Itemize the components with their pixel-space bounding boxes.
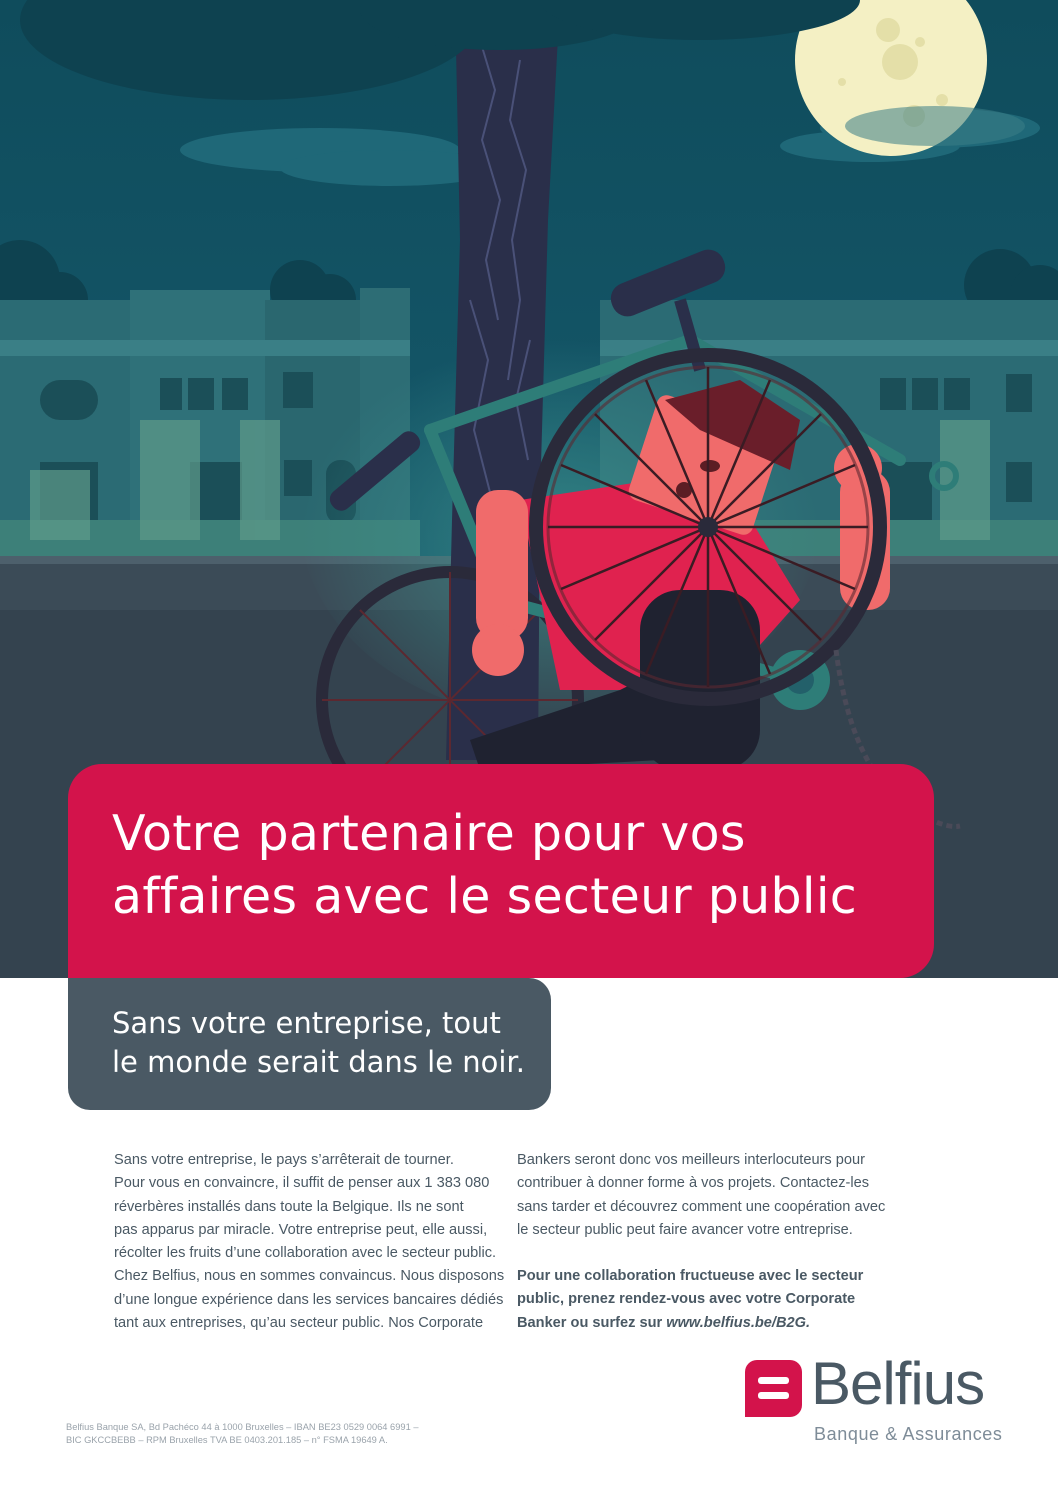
cta-line-text: Banker ou surfez sur: [517, 1314, 667, 1331]
body-line: sans tarder et découvrez comment une coopération avec: [517, 1198, 886, 1215]
legal-notice: [66, 1421, 419, 1447]
body-line: Pour vous en convaincre, il suffit de penser aux 1 383 080: [114, 1175, 490, 1192]
legal-line: BIC GKCCBEBB – RPM Bruxelles TVA BE 0403.201.185 – n° FSMA 19649 A.: [66, 1435, 388, 1445]
body-line: d’une longue expérience dans les services bancaires dédiés: [114, 1291, 504, 1308]
brand-name: Belfius: [811, 1350, 985, 1417]
cta-link[interactable]: www.belfius.be/B2G.: [666, 1314, 811, 1331]
brand-tagline: Banque & Assurances: [814, 1424, 1003, 1444]
headline: [112, 802, 894, 928]
cta-line-last: [517, 1312, 897, 1335]
belfius-logo: [745, 1350, 1010, 1447]
body-line: tant aux entreprises, qu’au secteur public. Nos Corporate: [114, 1315, 484, 1332]
front-wheel: [536, 355, 880, 699]
body-paragraph-right: [517, 1149, 897, 1242]
logo-bar-bottom: [758, 1392, 789, 1399]
body-line: récolter les fruits d’une collaboration avec le secteur public.: [114, 1245, 497, 1262]
subheadline: [112, 1004, 531, 1082]
body-line: réverbères installés dans toute la Belgique. Ils ne sont: [114, 1198, 464, 1215]
body-line: Sans votre entreprise, le pays s’arrêterait de tourner.: [114, 1152, 454, 1168]
body-paragraph-left: [114, 1149, 505, 1335]
subheadline-line-2: le monde serait dans le noir.: [112, 1045, 525, 1079]
call-to-action: [517, 1265, 897, 1335]
body-line: pas apparus par miracle. Votre entreprise peut, elle aussi,: [114, 1221, 488, 1238]
subheadline-box: [68, 978, 551, 1110]
body-line: Chez Belfius, nous en sommes convaincus. Nous disposons: [114, 1268, 505, 1285]
legal-line: Belfius Banque SA, Bd Pachéco 44 à 1000 Bruxelles – IBAN BE23 0529 0064 6991 –: [66, 1422, 419, 1432]
headline-line-2: affaires avec le secteur public: [112, 868, 857, 925]
headline-line-1: Votre partenaire pour vos: [112, 805, 746, 862]
subheadline-line-1: Sans votre entreprise, tout: [112, 1006, 501, 1040]
body-line: le secteur public peut faire avancer votre entreprise.: [517, 1221, 853, 1238]
logo-bar-top: [758, 1377, 789, 1384]
cta-line: public, prenez rendez-vous avec votre Corporate: [517, 1291, 856, 1308]
cta-line: Pour une collaboration fructueuse avec le secteur: [517, 1268, 864, 1285]
headline-box: [68, 764, 934, 978]
body-right-column: [517, 1149, 897, 1335]
body-line: contribuer à donner forme à vos projets. Contactez-les: [517, 1175, 870, 1192]
belfius-logo-mark-icon: [745, 1360, 802, 1417]
body-left-column: [114, 1149, 505, 1335]
body-line: Bankers seront donc vos meilleurs interlocuteurs pour: [517, 1152, 865, 1168]
